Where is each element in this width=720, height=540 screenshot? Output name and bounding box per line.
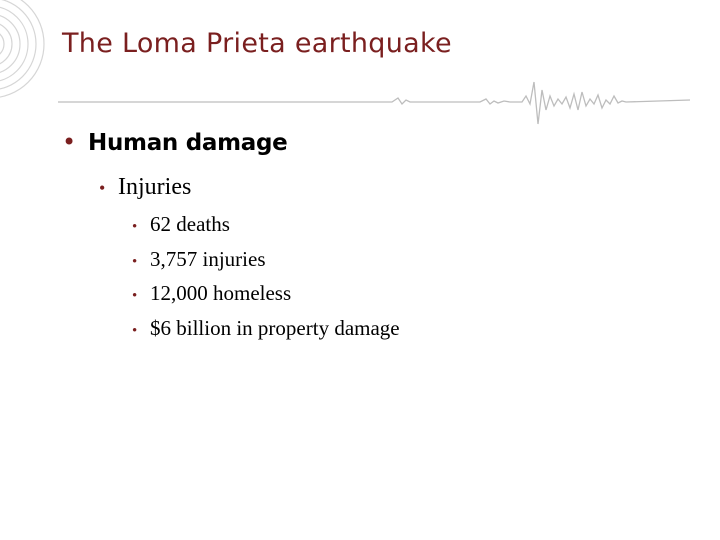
stat-homeless: 12,000 homeless bbox=[150, 281, 292, 305]
list-item bbox=[132, 281, 400, 316]
stat-property-damage: $6 billion in property damage bbox=[150, 315, 400, 340]
bullet-dot: • bbox=[132, 322, 138, 339]
bullet-injuries bbox=[99, 174, 191, 201]
bullet-dot: • bbox=[132, 288, 138, 304]
bullet-dot: • bbox=[132, 219, 138, 235]
list-item bbox=[132, 316, 400, 351]
injury-stats-list bbox=[132, 212, 400, 350]
seismograph-line-icon bbox=[0, 0, 720, 140]
list-item bbox=[132, 247, 400, 282]
stat-deaths: 62 deaths bbox=[150, 212, 230, 236]
bullet-text: Human damage bbox=[88, 130, 288, 156]
bullet-dot: • bbox=[132, 253, 138, 270]
slide-title: The Loma Prieta earthquake bbox=[62, 28, 452, 59]
stat-injuries: 3,757 injuries bbox=[150, 246, 266, 271]
bullet-human-damage bbox=[62, 128, 287, 156]
list-item bbox=[132, 212, 400, 247]
bullet-dot: • bbox=[62, 128, 77, 156]
bullet-dot: • bbox=[99, 178, 106, 198]
bullet-text: Injuries bbox=[118, 174, 192, 200]
